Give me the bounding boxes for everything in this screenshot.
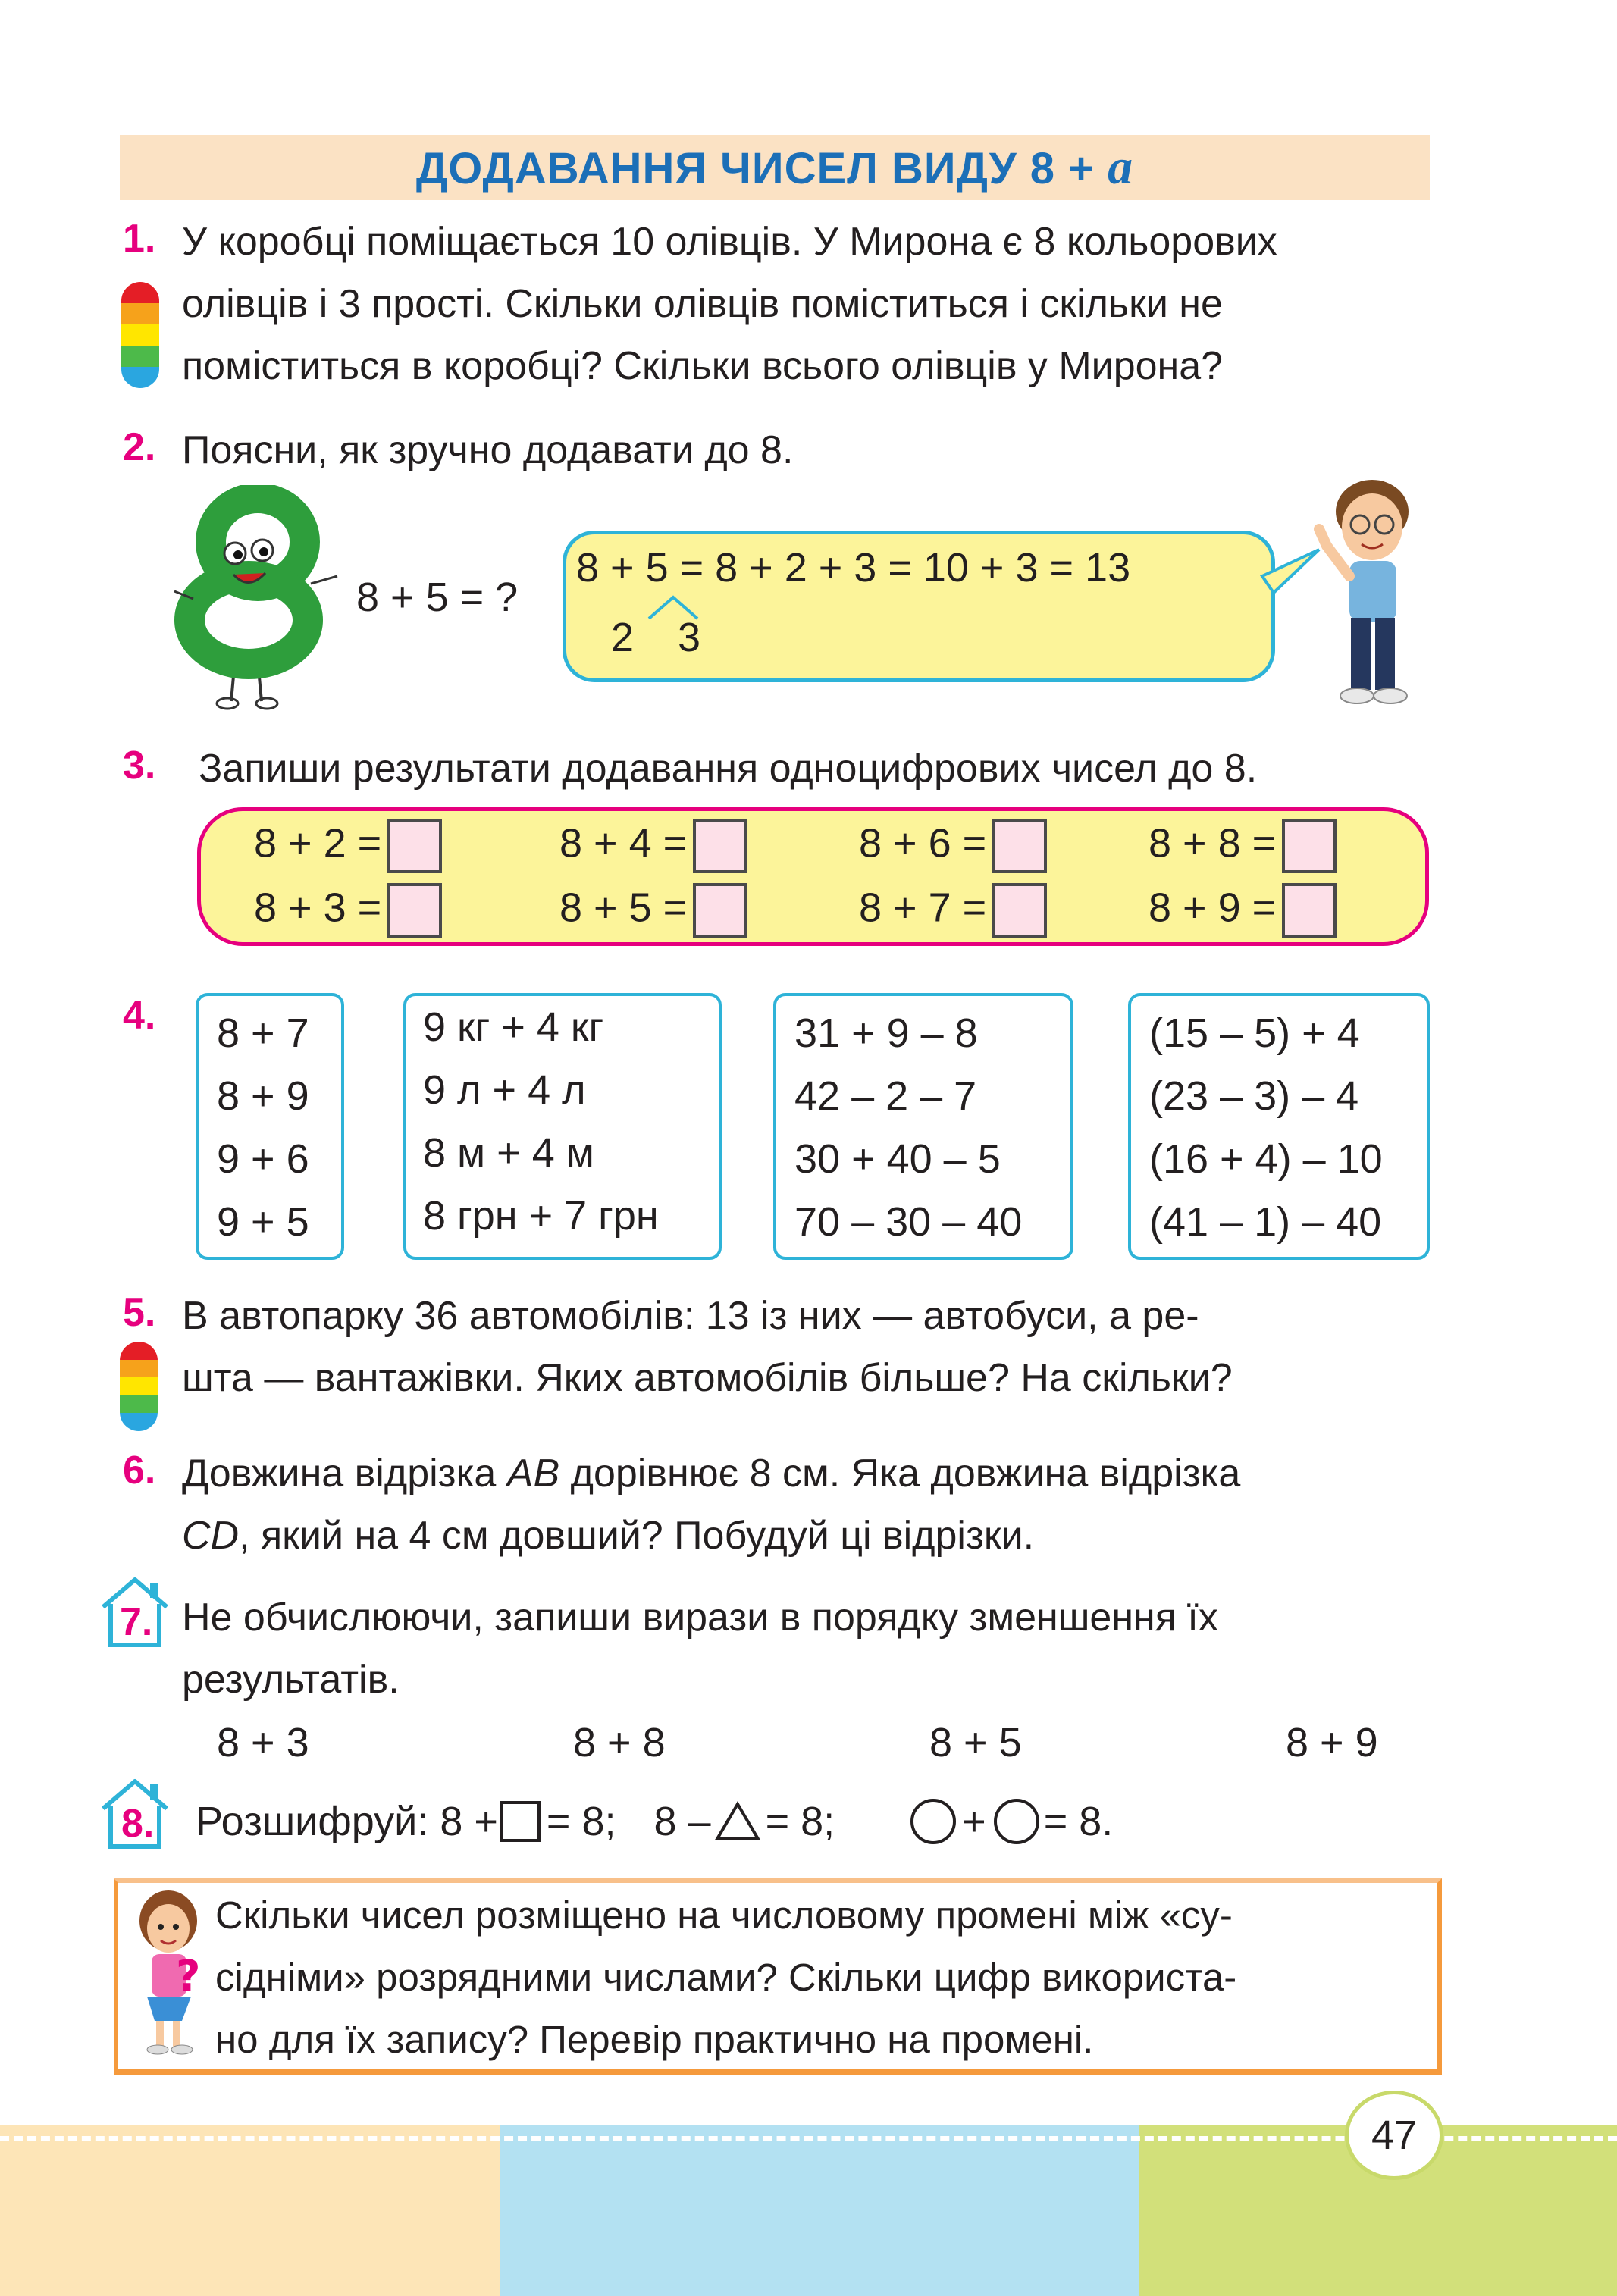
expr-8-9: 8 + 9 [1286, 1720, 1378, 1765]
task-2-number: 2. [123, 425, 156, 469]
expression: 70 – 30 – 40 [794, 1199, 1023, 1245]
task-6-number: 6. [123, 1449, 156, 1493]
page-title: ДОДАВАННЯ ЧИСЕЛ ВИДУ 8 + a [415, 139, 1134, 195]
expression: 9 кг + 4 кг [423, 1004, 604, 1050]
page-number: 47 [1345, 2091, 1443, 2180]
expression: (15 – 5) + 4 [1149, 1010, 1360, 1056]
answer-square[interactable] [1282, 883, 1337, 938]
expression-box-4 [1128, 993, 1430, 1260]
task-5-number: 5. [123, 1291, 156, 1335]
task-8-number: 8. [121, 1802, 155, 1846]
expression: 9 + 5 [217, 1199, 309, 1245]
answer-square[interactable] [693, 883, 747, 938]
expression: 42 – 2 – 7 [794, 1073, 977, 1119]
expression: 8 + 9 [217, 1073, 309, 1119]
expression-box-2 [403, 993, 722, 1260]
expression: (41 – 1) – 40 [1149, 1199, 1382, 1245]
expression: 9 л + 4 л [423, 1067, 586, 1113]
sum-8-2: 8 + 2 = [254, 819, 442, 873]
eight-character-icon [159, 485, 349, 713]
expression: (16 + 4) – 10 [1149, 1136, 1383, 1182]
bubble-equation: 8 + 5 = 8 + 2 + 3 = 10 + 3 = 13 [576, 545, 1131, 590]
circle-symbol [994, 1799, 1039, 1844]
expression: 30 + 40 – 5 [794, 1136, 1001, 1182]
expr-8-8: 8 + 8 [573, 1720, 666, 1765]
think-box-text: Скільки чисел розміщено на числовому промені між «су- сідніми» розрядними числами? Скільки цифр використа- но для їх запису? Перевір практично на промені. [215, 1893, 1237, 2061]
expression: 31 + 9 – 8 [794, 1010, 978, 1056]
boy-illustration [1311, 470, 1433, 713]
pencil-icon [120, 1342, 158, 1431]
task-5-text: В автопарку 36 автомобілів: 13 із них — автобуси, а ре- шта — вантажівки. Яких автомобілів більше? На скільки? [182, 1294, 1233, 1400]
answer-square[interactable] [1282, 819, 1337, 873]
svg-text:?: ? [176, 1952, 201, 2001]
task-6-text: Довжина відрізка AB дорівнює 8 см. Яка довжина відрізка CD, який на 4 см довший? Побудуй ці відрізки. [182, 1452, 1241, 1558]
task-4-number: 4. [123, 994, 156, 1038]
answer-square[interactable] [992, 883, 1047, 938]
task-3-text: Запиши результати додавання одноцифрових чисел до 8. [199, 747, 1258, 791]
split-right: 3 [678, 615, 701, 660]
sum-8-9: 8 + 9 = [1149, 883, 1337, 938]
sum-8-4: 8 + 4 = [559, 819, 747, 873]
expression-box-1 [196, 993, 344, 1260]
triangle-symbol [714, 1801, 761, 1842]
answer-square[interactable] [387, 819, 442, 873]
expr-8-3: 8 + 3 [217, 1720, 309, 1765]
expression: 8 + 7 [217, 1010, 309, 1056]
split-left: 2 [611, 615, 635, 660]
task-8-puzzle: Розшифруй: 8 + = 8; 8 – = 8; + = 8. [196, 1799, 1114, 1844]
square-symbol [500, 1801, 541, 1842]
girl-illustration [121, 1884, 212, 2059]
task-7-text: Не обчислюючи, запиши вирази в порядку зменшення їх результатів. [182, 1596, 1218, 1702]
sum-8-3: 8 + 3 = [254, 883, 442, 938]
expression: 8 грн + 7 грн [423, 1193, 659, 1239]
task-1-text: У коробці поміщається 10 олівців. У Мирона є 8 кольорових олівців і 3 прості. Скільки олівців поміститься і скільки не поміститься в коробці? Скільки всього олівців у Мирона? [182, 220, 1277, 388]
sum-8-5: 8 + 5 = [559, 883, 747, 938]
task-3-number: 3. [123, 744, 156, 788]
sum-8-7: 8 + 7 = [859, 883, 1047, 938]
expr-8-5: 8 + 5 [929, 1720, 1022, 1765]
footer-orange [0, 2125, 500, 2296]
task-1-number: 1. [123, 217, 156, 261]
sum-8-6: 8 + 6 = [859, 819, 1047, 873]
answer-square[interactable] [387, 883, 442, 938]
task-2-text: Поясни, як зручно додавати до 8. [182, 428, 794, 472]
expression: 8 м + 4 м [423, 1130, 594, 1176]
answer-square[interactable] [992, 819, 1047, 873]
pencil-icon [121, 282, 159, 388]
circle-symbol [910, 1799, 956, 1844]
task-2-question: 8 + 5 = ? [356, 575, 519, 620]
sum-8-8: 8 + 8 = [1149, 819, 1337, 873]
expression-box-3 [773, 993, 1073, 1260]
answer-square[interactable] [693, 819, 747, 873]
expression: 9 + 6 [217, 1136, 309, 1182]
footer-blue [500, 2125, 1139, 2296]
task-7-number: 7. [120, 1600, 153, 1644]
expression: (23 – 3) – 4 [1149, 1073, 1359, 1119]
